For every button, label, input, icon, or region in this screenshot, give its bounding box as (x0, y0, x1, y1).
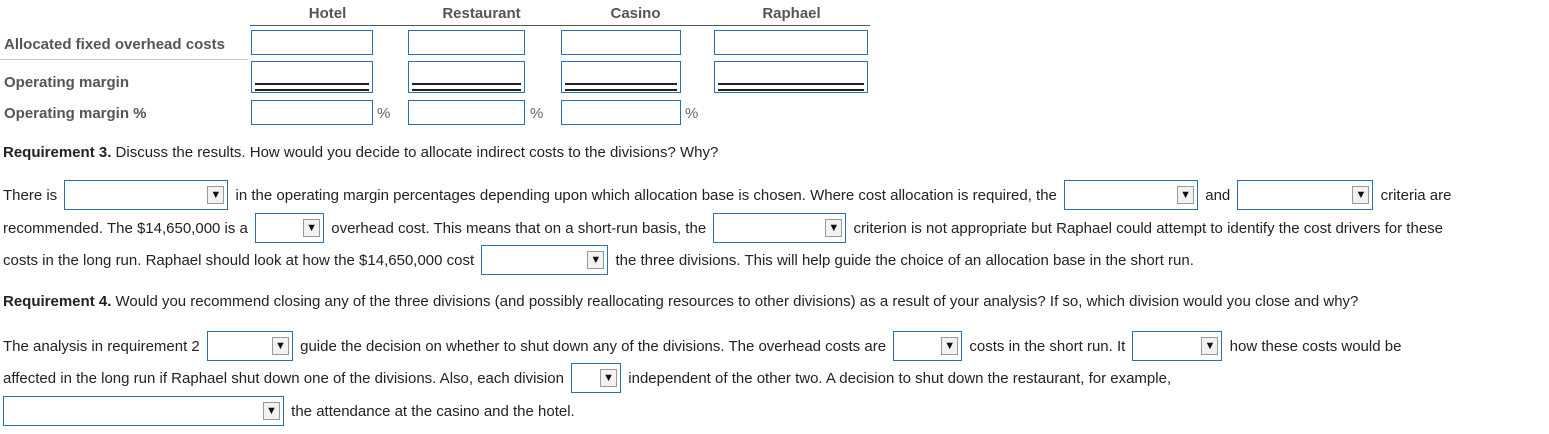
row-label-allocated: Allocated fixed overhead costs (4, 36, 225, 53)
req3-criterion-2-dropdown[interactable] (1237, 180, 1373, 210)
req3-heading (3, 144, 718, 161)
margin-restaurant-input[interactable] (408, 61, 525, 93)
req4-l1-text-c: costs in the short run. It (969, 337, 1126, 355)
req3-l2-text-c: criterion is not appropriate but Raphael could attempt to identify the cost drivers for these (853, 219, 1443, 237)
chevron-down-icon: ▼ (587, 251, 604, 269)
allocated-raphael-input[interactable] (714, 30, 868, 55)
margin-pct-hotel-input[interactable] (251, 100, 373, 125)
margin-raphael-input[interactable] (714, 61, 868, 93)
chevron-down-icon: ▼ (1201, 337, 1218, 355)
pct-sign-casino: % (685, 105, 699, 122)
row-rule (0, 59, 248, 60)
pct-sign-hotel: % (377, 105, 391, 122)
double-underline (412, 83, 521, 91)
row-label-margin: Operating margin (4, 74, 130, 91)
chevron-down-icon: ▼ (600, 369, 617, 387)
req3-l1-text-c: and (1205, 186, 1231, 204)
req4-l1-text-b: guide the decision on whether to shut down any of the divisions. The overhead costs are (300, 337, 887, 355)
chevron-down-icon: ▼ (941, 337, 958, 355)
req3-line-1 (3, 180, 1451, 210)
req3-l1-text-d: criteria are (1380, 186, 1452, 204)
req4-cost-type-dropdown[interactable] (893, 331, 962, 361)
req3-criterion-1-dropdown[interactable] (1064, 180, 1198, 210)
req4-heading (3, 293, 1358, 310)
req3-cost-type-dropdown[interactable] (255, 213, 324, 243)
header-raphael: Raphael (762, 5, 821, 22)
margin-pct-casino-input[interactable] (561, 100, 681, 125)
req4-l2-text-b: independent of the other two. A decision to shut down the restaurant, for example, (628, 369, 1172, 387)
header-restaurant: Restaurant (442, 5, 521, 22)
double-underline (718, 83, 864, 91)
req3-difference-dropdown[interactable] (64, 180, 228, 210)
req4-title: Requirement 4. (3, 293, 112, 310)
req3-l1-text-a: There is (3, 186, 58, 204)
req3-l2-text-b: overhead cost. This means that on a short-run basis, the (331, 219, 707, 237)
chevron-down-icon: ▼ (1352, 186, 1369, 204)
margin-casino-input[interactable] (561, 61, 681, 93)
req4-should-dropdown[interactable] (207, 331, 293, 361)
req3-criterion-3-dropdown[interactable] (713, 213, 846, 243)
req4-clarity-dropdown[interactable] (1132, 331, 1222, 361)
header-hotel: Hotel (308, 5, 347, 22)
req3-l3-text-b: the three divisions. This will help guide the choice of an allocation base in the short run. (615, 251, 1194, 269)
req4-question: Would you recommend closing any of the three divisions (and possibly reallocating resources to other divisions) as a result of your analysis? If so, which division would you close and why? (111, 293, 1359, 310)
chevron-down-icon: ▼ (825, 219, 842, 237)
header-casino: Casino (610, 5, 661, 22)
row-label-margin-pct: Operating margin % (4, 105, 147, 122)
req4-independence-dropdown[interactable] (571, 363, 621, 393)
req4-line-2 (3, 363, 1171, 393)
req3-l3-text-a: costs in the long run. Raphael should look at how the $14,650,000 cost (3, 251, 475, 269)
chevron-down-icon: ▼ (272, 337, 289, 355)
margin-pct-restaurant-input[interactable] (408, 100, 525, 125)
chevron-down-icon: ▼ (303, 219, 320, 237)
req4-line-1 (3, 331, 1401, 361)
chevron-down-icon: ▼ (1177, 186, 1194, 204)
allocated-hotel-input[interactable] (251, 30, 373, 55)
req3-title: Requirement 3. (3, 144, 112, 161)
double-underline (255, 83, 369, 91)
req3-l1-text-b: in the operating margin percentages depending upon which allocation base is chosen. Where cost allocation is required, the (235, 186, 1057, 204)
req4-l1-text-a: The analysis in requirement 2 (3, 337, 200, 355)
req4-l1-text-d: how these costs would be (1229, 337, 1402, 355)
double-underline (565, 83, 677, 91)
req4-l3-text-a: the attendance at the casino and the hotel. (291, 402, 575, 420)
req3-cost-behavior-dropdown[interactable] (481, 245, 608, 275)
req4-effect-dropdown[interactable] (3, 396, 284, 426)
margin-hotel-input[interactable] (251, 61, 373, 93)
pct-sign-restaurant: % (530, 105, 544, 122)
allocated-restaurant-input[interactable] (408, 30, 525, 55)
req3-l2-text-a: recommended. The $14,650,000 is a (3, 219, 248, 237)
chevron-down-icon: ▼ (263, 402, 280, 420)
allocated-casino-input[interactable] (561, 30, 681, 55)
req3-question: Discuss the results. How would you decide to allocate indirect costs to the divisions? Why? (111, 144, 719, 161)
req3-line-2 (3, 213, 1443, 243)
req3-line-3 (3, 245, 1194, 275)
chevron-down-icon: ▼ (207, 186, 224, 204)
req4-l2-text-a: affected in the long run if Raphael shut down one of the divisions. Also, each division (3, 369, 564, 387)
req4-line-3 (3, 396, 575, 426)
header-rule (250, 25, 870, 26)
